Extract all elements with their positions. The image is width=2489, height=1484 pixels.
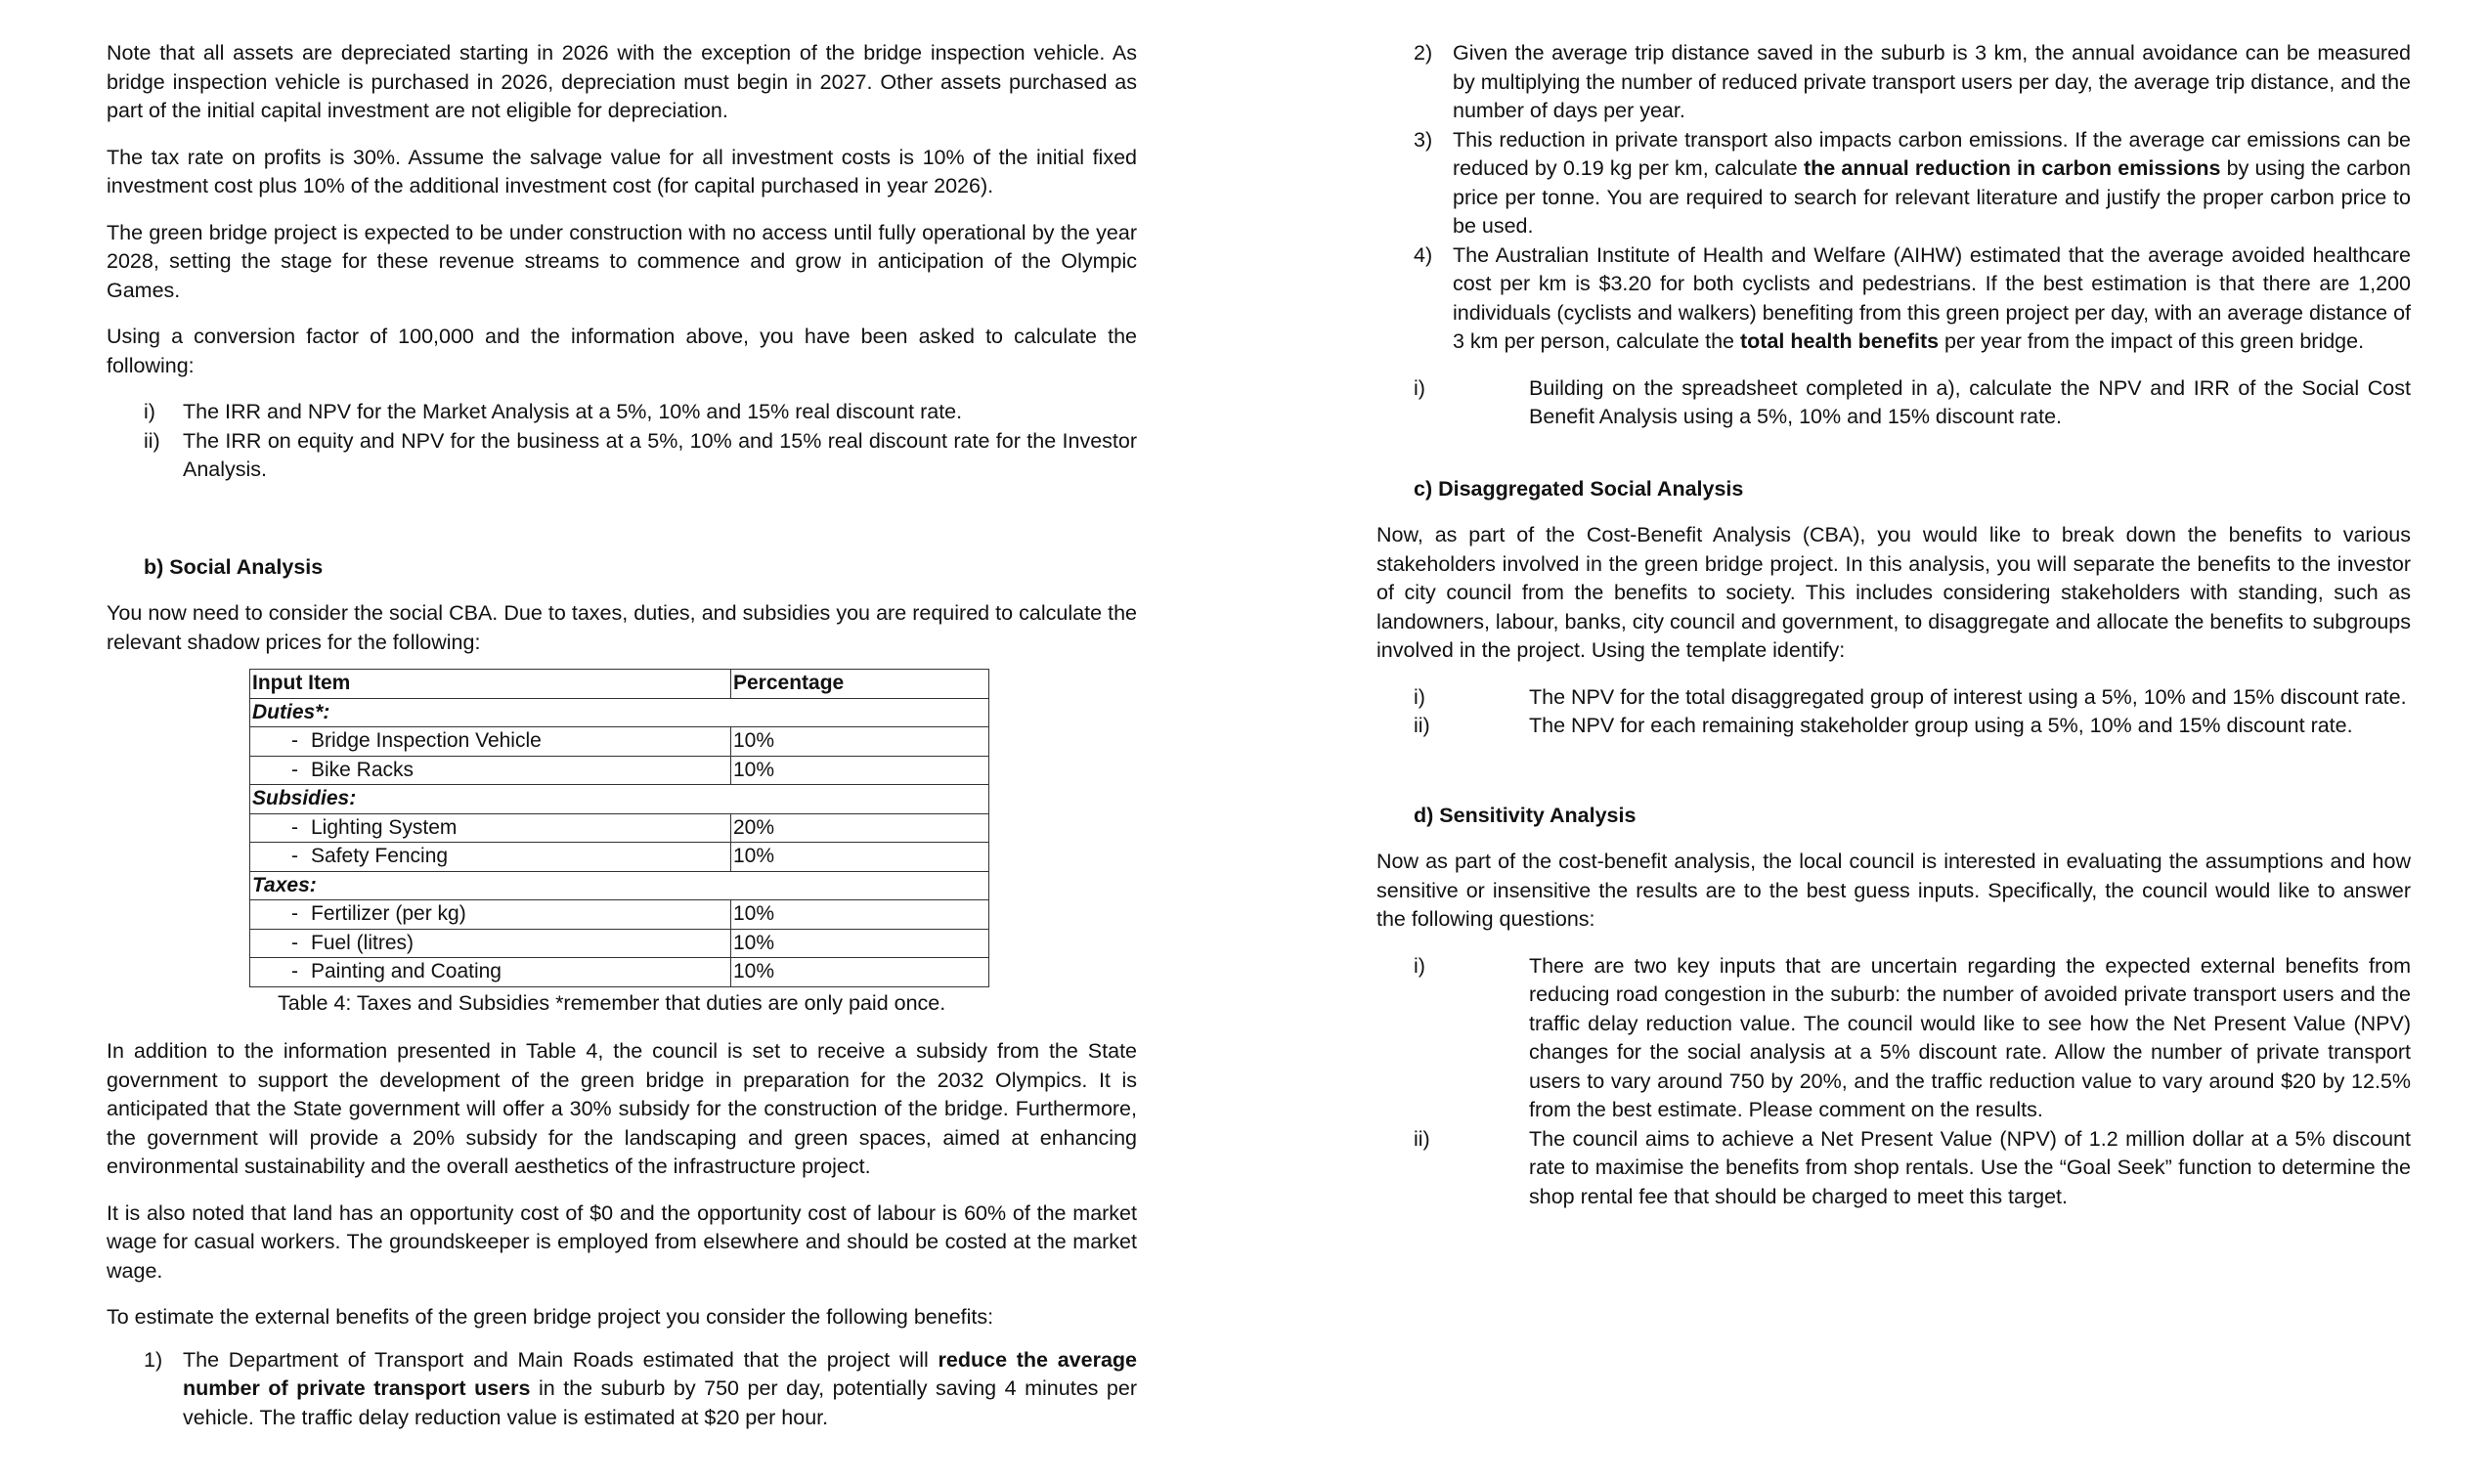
list-item-number: 4) bbox=[1414, 242, 1433, 267]
table-row bbox=[250, 756, 989, 785]
table-dash: - bbox=[291, 729, 298, 752]
table-item-label: Lighting System bbox=[311, 815, 458, 839]
list-item-text bbox=[183, 1346, 1137, 1433]
list-item-number: ii) bbox=[1414, 1126, 1430, 1151]
list-item bbox=[1414, 712, 2411, 741]
list-item-number: i) bbox=[1414, 375, 1425, 400]
table-dash: - bbox=[291, 845, 298, 867]
sensitivity-analysis-heading: d) Sensitivity Analysis bbox=[1414, 803, 1637, 827]
list-item bbox=[144, 398, 1137, 427]
bold-text-run: the annual reduction in carbon emissions bbox=[1803, 156, 2221, 180]
table-header-row bbox=[250, 670, 989, 699]
table-dash: - bbox=[291, 902, 298, 925]
disaggregated-analysis-heading: c) Disaggregated Social Analysis bbox=[1414, 476, 1744, 501]
list-item-number: ii) bbox=[1414, 714, 1430, 737]
table-cell-item bbox=[250, 843, 731, 872]
table-dash: - bbox=[291, 960, 298, 982]
table-dash: - bbox=[291, 758, 298, 781]
table-cell-item bbox=[250, 756, 731, 785]
table-item-label: Fertilizer (per kg) bbox=[311, 902, 466, 925]
social-cba-question bbox=[1414, 374, 2411, 432]
table-item-label: Bike Racks bbox=[311, 758, 415, 781]
list-item-text: The NPV for each remaining stakeholder group using a 5%, 10% and 15% discount rate. bbox=[1529, 714, 2353, 737]
disaggregated-list bbox=[1414, 683, 2411, 741]
text-run: This reduction in private transport also impacts carbon emissions. If the average car emissions can be reduced by 0.19 kg per km, calculate bbox=[1453, 127, 2411, 180]
shadow-prices-paragraph: You now need to consider the social CBA. Due to taxes, duties, and subsidies you are required to calculate the relevant shadow prices for the following: bbox=[107, 601, 1137, 654]
list-item-number: i) bbox=[1414, 684, 1425, 709]
table-dash: - bbox=[291, 815, 298, 839]
market-analysis-list bbox=[144, 398, 1137, 485]
text-run: by using the carbon price per tonne. You are required to search for relevant literature and justify the proper carbon price to be used. bbox=[1453, 156, 2411, 238]
list-item-text: Building on the spreadsheet completed in a), calculate the NPV and IRR of the Social Cost Benefit Analysis using a 5%, 10% and 15% discount rate. bbox=[1529, 375, 2411, 428]
table-item-label: Painting and Coating bbox=[311, 960, 502, 982]
table-group-row bbox=[250, 871, 989, 900]
left-column bbox=[107, 39, 1137, 1432]
table-group-label: Subsidies: bbox=[250, 785, 989, 814]
table-cell-percentage: 20% bbox=[731, 813, 989, 843]
table-cell-percentage: 10% bbox=[731, 900, 989, 930]
list-item-number: ii) bbox=[144, 428, 160, 453]
sensitivity-list bbox=[1414, 952, 2411, 1212]
benefit-item-1 bbox=[144, 1346, 1137, 1433]
table-group-row bbox=[250, 785, 989, 814]
opportunity-cost-paragraph: It is also noted that land has an opportunity cost of $0 and the opportunity cost of labour is 60% of the market wage for casual workers. The groundskeeper is employed from elsewhere and should be costed at the market wage. bbox=[107, 1200, 1137, 1283]
table-cell-item bbox=[250, 958, 731, 987]
table-cell-percentage: 10% bbox=[731, 756, 989, 785]
conversion-factor-paragraph: Using a conversion factor of 100,000 and the information above, you have been asked to calculate the following: bbox=[107, 325, 1137, 377]
bold-text-run: total health benefits bbox=[1740, 329, 1940, 353]
table-cell-percentage: 10% bbox=[731, 958, 989, 987]
state-subsidy-paragraph: In addition to the information presented in Table 4, the council is set to receive a subsidy from the State government to support the development of the green bridge in preparation for the 2032 Olympics. It is anticipated that the State government will offer a 30% subsidy for the construction of the bridge. Furthermore, the government will provide a 20% subsidy for the landscaping and green spaces, aimed at enhancing environmental sustainability and the overall aesthetics of the infrastructure project. bbox=[107, 1039, 1137, 1178]
list-item-text: There are two key inputs that are uncertain regarding the expected external benefits from reducing road congestion in the suburb: the number of avoided private transport users and the traffic delay reduction value. The council would like to see how the Net Present Value (NPV) changes for the social analysis at a 5% discount rate. Allow the number of private transport users to vary around 750 by 20%, and the traffic reduction value to vary around $20 by 12.5% from the best estimate. Please comment on the results. bbox=[1529, 953, 2411, 1121]
benefit-item-3 bbox=[1414, 126, 2411, 241]
table-cell-percentage: 10% bbox=[731, 929, 989, 958]
external-benefits-intro: To estimate the external benefits of the green bridge project you consider the following benefits: bbox=[107, 1305, 994, 1329]
table-item-label: Fuel (litres) bbox=[311, 931, 415, 954]
list-item-text: The IRR and NPV for the Market Analysis at a 5%, 10% and 15% real discount rate. bbox=[183, 400, 963, 423]
list-item bbox=[1414, 683, 2411, 713]
table-cell-percentage: 10% bbox=[731, 843, 989, 872]
table-row bbox=[250, 843, 989, 872]
table-row bbox=[250, 727, 989, 757]
table-item-label: Safety Fencing bbox=[311, 845, 449, 867]
table-group-label: Taxes: bbox=[250, 871, 989, 900]
table-row bbox=[250, 958, 989, 987]
table-cell-item bbox=[250, 727, 731, 757]
table-group-row bbox=[250, 698, 989, 727]
benefit-item-4 bbox=[1414, 241, 2411, 357]
right-column bbox=[1376, 39, 2411, 1211]
list-item-text: The IRR on equity and NPV for the business at a 5%, 10% and 15% real discount rate for the Investor Analysis. bbox=[183, 428, 1137, 481]
table-caption: Table 4: Taxes and Subsidies *remember that duties are only paid once. bbox=[278, 990, 946, 1015]
list-item bbox=[1414, 952, 2411, 1125]
list-item-number: 2) bbox=[1414, 41, 1433, 65]
taxes-subsidies-table bbox=[249, 669, 989, 987]
table-cell-percentage: 10% bbox=[731, 727, 989, 757]
list-item-text: Given the average trip distance saved in the suburb is 3 km, the annual avoidance can be measured by multiplying the number of reduced private transport users per day, the average trip distance, and the number of days per year. bbox=[1453, 41, 2411, 122]
table-row bbox=[250, 900, 989, 930]
disaggregated-paragraph: Now, as part of the Cost-Benefit Analysis (CBA), you would like to break down the benefits to various stakeholders involved in the green bridge project. In this analysis, you will separate the benefits to the investor of city council from the benefits to society. This includes considering stakeholders with standing, such as landowners, labour, banks, city council and government, to disaggregate and allocate the benefits to subgroups involved in the project. Using the template identify: bbox=[1376, 523, 2411, 662]
bold-text-run: reduce the average number of private transport users bbox=[183, 1347, 1137, 1400]
table-header-percentage: Percentage bbox=[731, 670, 989, 699]
social-analysis-heading: b) Social Analysis bbox=[144, 554, 324, 579]
list-item-number: 3) bbox=[1414, 127, 1433, 152]
table-group-label: Duties*: bbox=[250, 698, 989, 727]
list-item-text bbox=[1453, 241, 2411, 357]
construction-paragraph: The green bridge project is expected to be under construction with no access until fully operational by the year 2028, setting the stage for these revenue streams to commence and grow in anticipation of the Olympic Games. bbox=[107, 220, 1137, 302]
tax-rate-paragraph: The tax rate on profits is 30%. Assume the salvage value for all investment costs is 10% of the initial fixed investment cost plus 10% of the additional investment cost (for capital purchased in year 2026). bbox=[107, 145, 1137, 197]
table-cell-item bbox=[250, 900, 731, 930]
list-item-number: 1) bbox=[144, 1347, 163, 1372]
list-item-number: i) bbox=[1414, 953, 1425, 978]
table-row bbox=[250, 813, 989, 843]
table-cell-item bbox=[250, 929, 731, 958]
table-cell-item bbox=[250, 813, 731, 843]
list-item-text: The NPV for the total disaggregated group of interest using a 5%, 10% and 15% discount rate. bbox=[1529, 684, 2407, 709]
list-item-text bbox=[1453, 126, 2411, 241]
list-item-text: The council aims to achieve a Net Present Value (NPV) of 1.2 million dollar at a 5% discount rate to maximise the benefits from shop rentals. Use the “Goal Seek” function to determine the shop rental fee that should be charged to meet this target. bbox=[1529, 1126, 2411, 1208]
table-header-input-item: Input Item bbox=[250, 670, 731, 699]
list-item bbox=[144, 427, 1137, 485]
text-run: in the suburb by 750 per day, potentially saving 4 minutes per vehicle. The traffic delay reduction value is estimated at $20 per hour. bbox=[183, 1376, 1137, 1429]
sensitivity-paragraph: Now as part of the cost-benefit analysis, the local council is interested in evaluating the assumptions and how sensitive or insensitive the results are to the best guess inputs. Specifically, the council would like to answer the following questions: bbox=[1376, 850, 2411, 931]
list-item bbox=[1414, 1125, 2411, 1212]
benefit-item-2 bbox=[1414, 39, 2411, 126]
benefits-list-continued bbox=[1414, 39, 2411, 357]
table-dash: - bbox=[291, 931, 298, 954]
list-item-number: i) bbox=[144, 400, 155, 423]
depreciation-paragraph: Note that all assets are depreciated starting in 2026 with the exception of the bridge inspection vehicle. As bridge inspection vehicle is purchased in 2026, depreciation must begin in 2027. Other assets purchased as part of the initial capital investment are not eligible for depreciation. bbox=[107, 41, 1137, 122]
text-run: per year from the impact of this green bridge. bbox=[1939, 329, 2365, 353]
text-run: The Australian Institute of Health and Welfare (AIHW) estimated that the average avoided healthcare cost per km is $3.20 for both cyclists and pedestrians. If the best estimation is that there are 1,200 individuals (cyclists and walkers) benefiting from this green project per day, with an average distance of 3 km per person, calculate the bbox=[1453, 242, 2411, 353]
table-item-label: Bridge Inspection Vehicle bbox=[311, 729, 542, 752]
table-row bbox=[250, 929, 989, 958]
text-run: The Department of Transport and Main Roads estimated that the project will bbox=[183, 1347, 939, 1372]
